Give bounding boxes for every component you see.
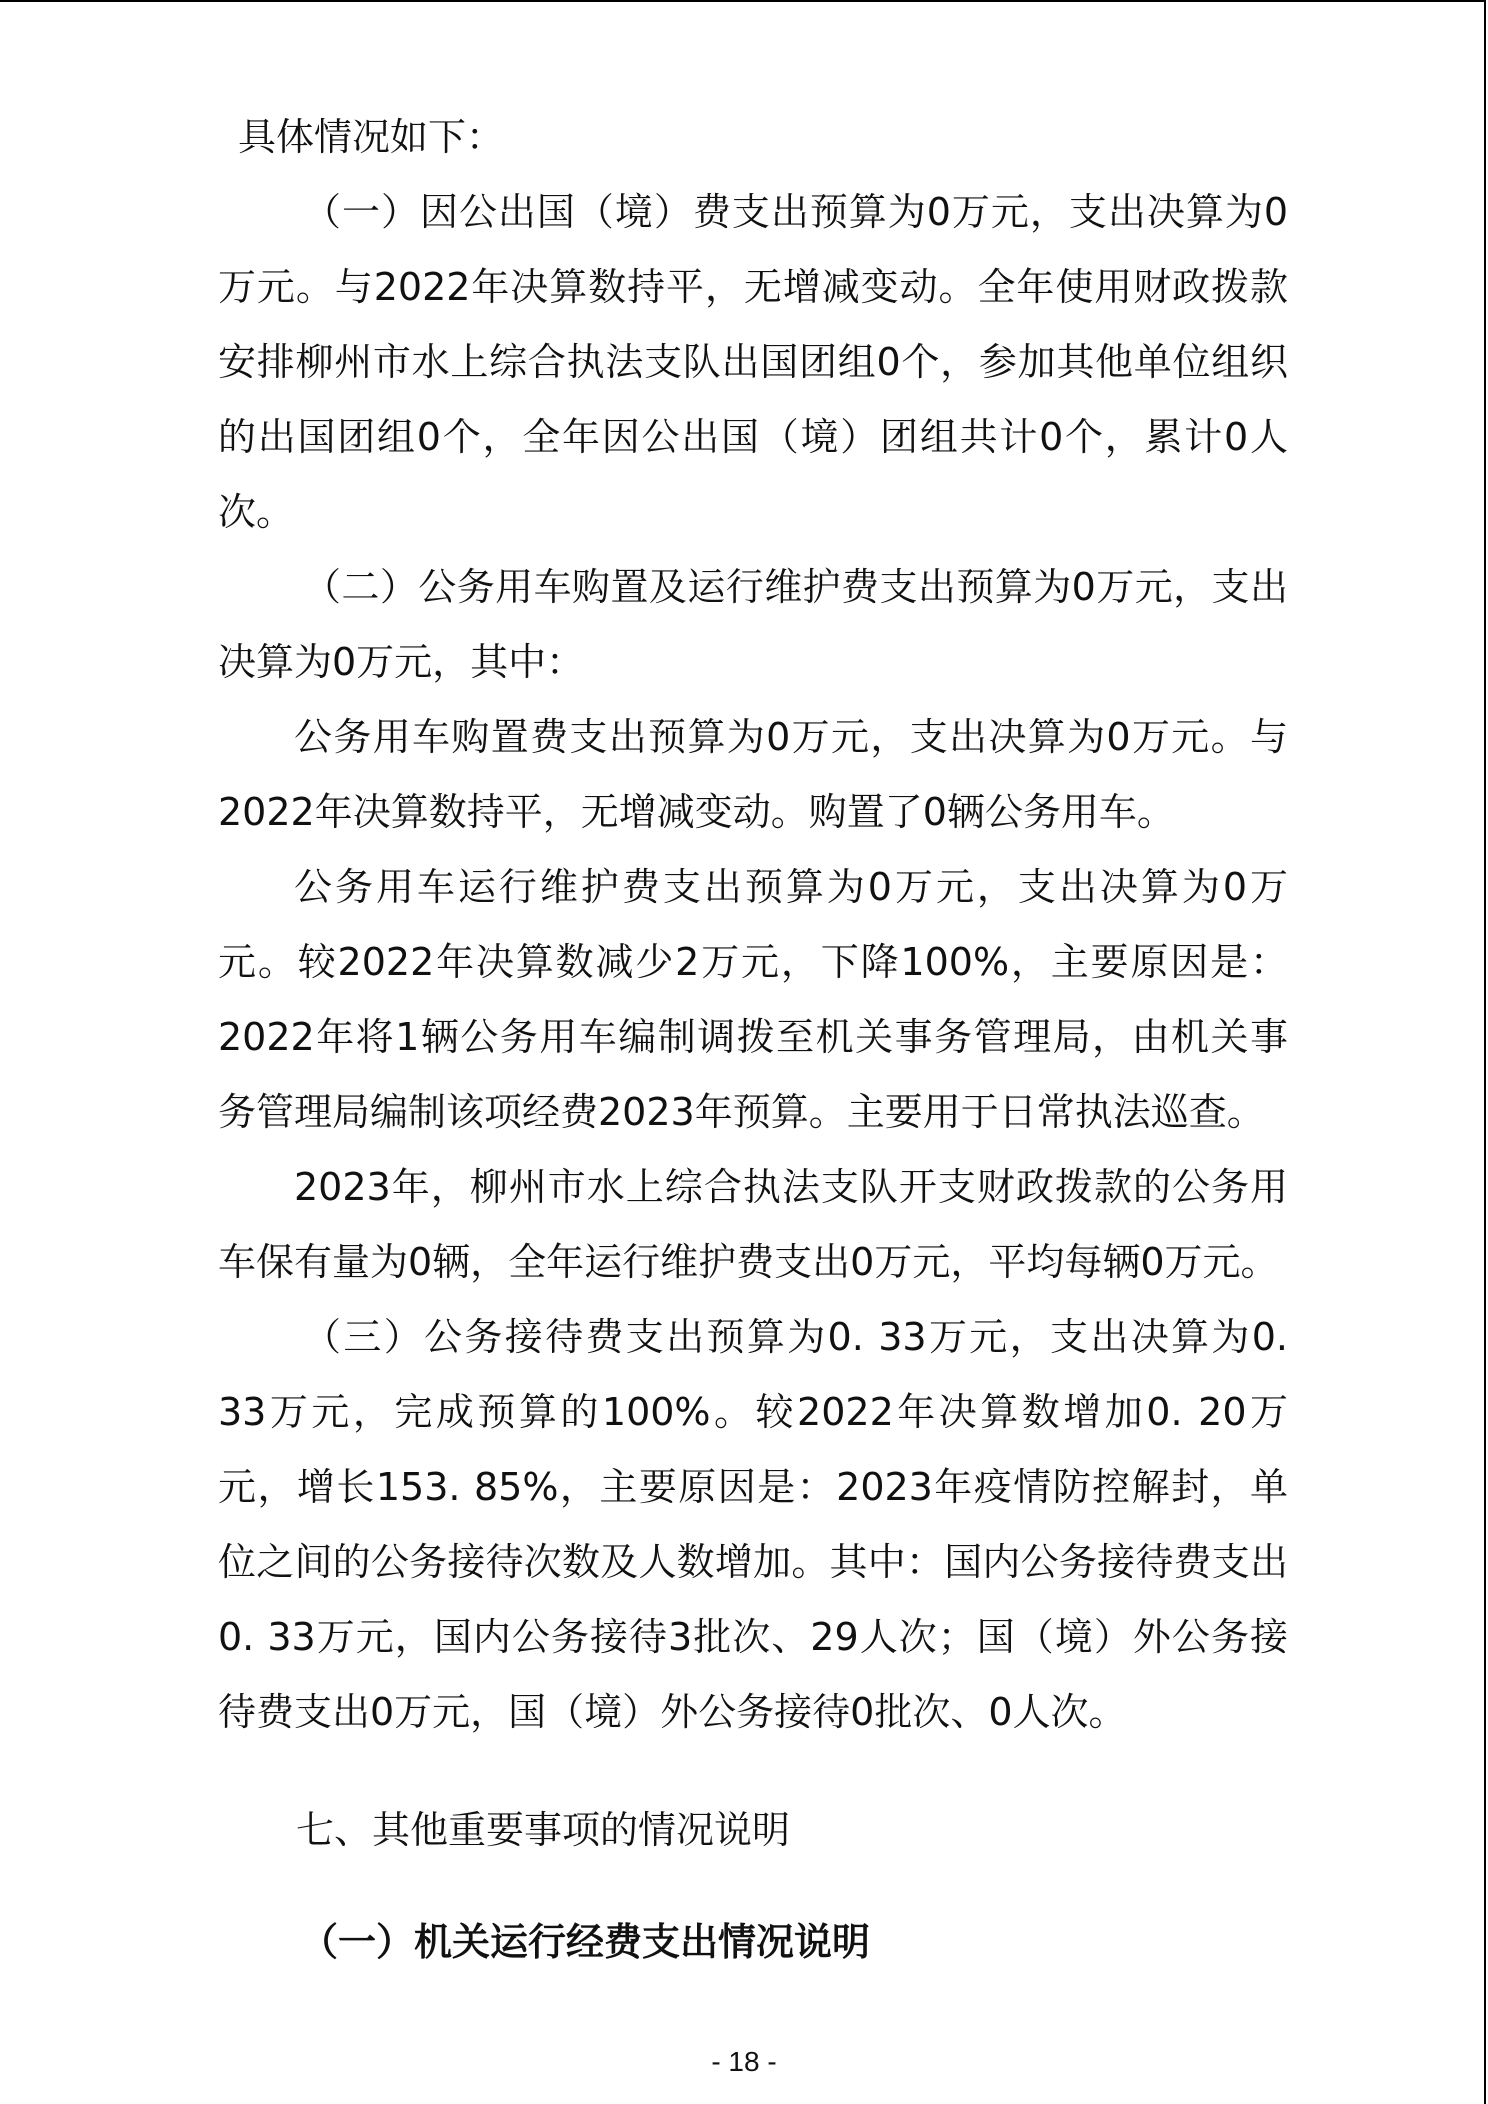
sub-heading: （一）机关运行经费支出情况说明 <box>300 1920 871 1964</box>
paragraph-overseas-travel: （一）因公出国（境）费支出预算为0万元，支出决算为0万元。与2022年决算数持平，无增减变动。全年使用财政拨款安排柳州市水上综合执法支队出国团组0个，参加其他单位组织的出国团组0个，全年因公出国（境）团组共计0个，累计0人次。 <box>218 190 1288 534</box>
paragraph-reception: （三）公务接待费支出预算为0. 33万元，支出决算为0. 33万元，完成预算的100%。较2022年决算数增加0. 20万元，增长153. 85%，主要原因是：2023年疫情防控解封，单位之间的公务接待次数及人数增加。其中：国内公务接待费支出0. 33万元，国内公务接待3批次、29人次；国（境）外公务接待费支出0万元，国（境）外公务接待0批次、0人次。 <box>218 1315 1288 1734</box>
section-heading: 七、其他重要事项的情况说明 <box>296 1808 791 1852</box>
page-number: - 18 - <box>711 2046 777 2077</box>
document-body <box>218 100 1288 1972</box>
paragraph-vehicle-count: 2023年，柳州市水上综合执法支队开支财政拨款的公务用车保有量为0辆，全年运行维护费支出0万元，平均每辆0万元。 <box>218 1165 1288 1284</box>
paragraph-vehicle-maintenance: 公务用车运行维护费支出预算为0万元，支出决算为0万元。较2022年决算数减少2万元，下降100%，主要原因是：2022年将1辆公务用车编制调拨至机关事务管理局，由机关事务管理局编制该项经费2023年预算。主要用于日常执法巡查。 <box>218 865 1288 1134</box>
paragraph-intro: 具体情况如下： <box>238 115 505 159</box>
paragraph-vehicle-summary: （二）公务用车购置及运行维护费支出预算为0万元，支出决算为0万元，其中： <box>218 565 1288 684</box>
paragraph-vehicle-purchase: 公务用车购置费支出预算为0万元，支出决算为0万元。与2022年决算数持平，无增减变动。购置了0辆公务用车。 <box>218 715 1288 834</box>
